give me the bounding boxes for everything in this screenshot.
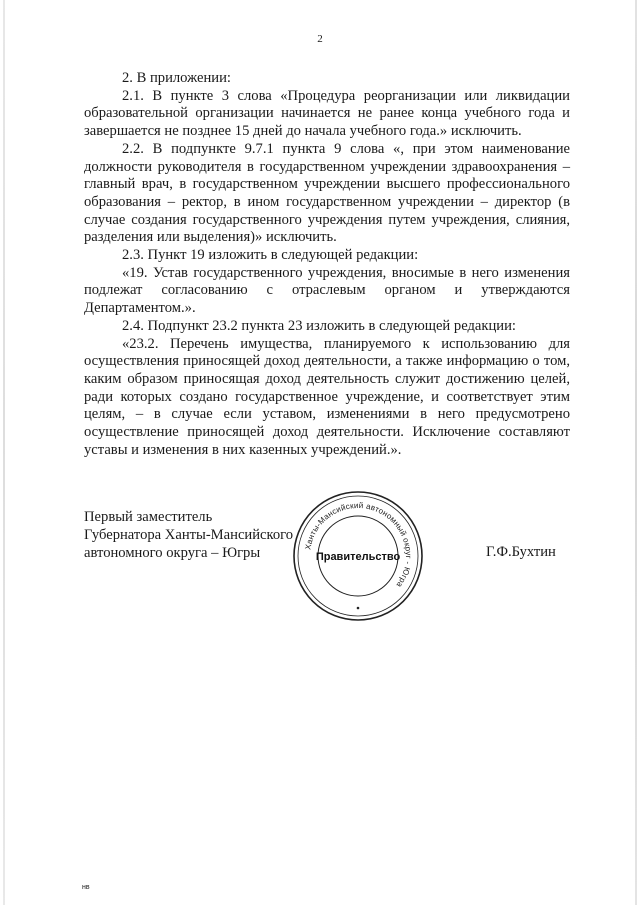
signatory-title-line-1: Первый заместитель [84,509,213,525]
signatory-title-line-3: автономного округа – Югры [84,545,261,561]
seal-dot [357,607,360,610]
paragraph-2: 2. В приложении: [122,70,231,86]
paragraph-2-1: 2.1. В пункте 3 слова «Процедура реорганизации или ликвидации образовательной организации начинается не ранее конца учебного года и завершается не позднее 15 дней до начала учебного года.» исключить. [84,87,570,140]
signatory-title [84,508,314,562]
scan-edge-right [635,0,637,905]
signatory-title-line-2: Губернатора Ханты-Мансийского [84,527,294,543]
official-seal [290,488,426,624]
paragraph-2-4: 2.4. Подпункт 23.2 пункта 23 изложить в следующей редакции: [122,317,516,334]
signatory-name: Г.Ф.Бухтин [486,544,556,560]
paragraph-2-3: 2.3. Пункт 19 изложить в следующей редакции: [122,247,419,264]
amendment-text [84,70,570,459]
quote-23-2: «23.2. Перечень имущества, планируемого к использованию для осуществления приносящей доход деятельности, а также информацию о том, каким образом приносящая доход деятельность служит достижению целей, ради которых создано государственное учреждение, и соответствует этим целям, – в случае если уставом, изменениями в него предусмотрено осуществление приносящей доход деятельности. Исключение составляют уставы и изменения в них казенных учреждений.». [84,335,570,458]
scan-edge-left [3,0,5,905]
seal-center-text: Правительство [315,551,401,563]
page-number: 2 [317,33,323,45]
quote-19: «19. Устав государственного учреждения, вносимые в него изменения подлежат согласованию с отраслевым органом и утверждаются Департаментом.». [84,264,570,317]
seal-ring-text: Ханты-Мансийский автономный округ - Югра [303,500,414,590]
paragraph-2-2: 2.2. В подпункте 9.7.1 пункта 9 слова «, при этом наименование должности руководителя в государственном учреждении здравоохранения – главный врач, в государственном учреждении высшего профессионального образования – ректор, в ином государственном учреждении – директор (в случае создания государственного учреждения путем учреждения, слияния, разделения или выделения)» исключить. [84,140,570,246]
footer-code: нв [82,884,90,891]
